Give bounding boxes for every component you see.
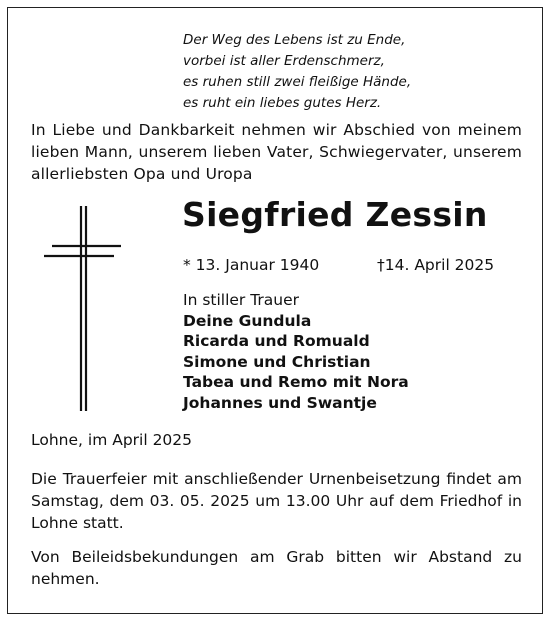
poem-line: es ruht ein liebes gutes Herz.	[183, 95, 382, 111]
cross-graphic	[44, 206, 124, 411]
birth-date: * 13. Januar 1940	[183, 256, 320, 274]
ceremony-info: Die Trauerfeier mit anschließender Urnenbeisetzung findet am Samstag, dem 03. 05. 2025 um 13.00 Uhr auf dem Friedhof in Lohne statt.	[31, 470, 522, 532]
mourner-name: Ricarda und Romuald	[183, 332, 370, 350]
poem-line: Der Weg des Lebens ist zu Ende,	[183, 32, 406, 48]
mourner-name: Tabea und Remo mit Nora	[183, 373, 409, 391]
mourner-name: Johannes und Swantje	[183, 393, 377, 412]
poem	[183, 30, 411, 114]
poem-line: es ruhen still zwei fleißige Hände,	[183, 74, 412, 90]
mourning-lead: In stiller Trauer	[183, 291, 300, 309]
latin-cross-icon	[44, 206, 124, 411]
place-date: Lohne, im April 2025	[31, 431, 193, 449]
intro-text: In Liebe und Dankbarkeit nehmen wir Abschied von meinem lieben Mann, unserem lieben Vater, Schwiegervater, unserem allerliebsten Opa und Uropa	[31, 121, 522, 183]
condolence-note: Von Beileidsbekundungen am Grab bitten wir Abstand zu nehmen.	[31, 548, 522, 588]
poem-line: vorbei ist aller Erdenschmerz,	[183, 53, 385, 69]
mourner-name: Simone und Christian	[183, 352, 371, 371]
death-date: †14. April 2025	[377, 256, 495, 274]
mourner-name: Deine Gundula	[183, 311, 312, 330]
deceased-name: Siegfried Zessin	[182, 195, 488, 234]
mourners-block	[183, 290, 409, 413]
